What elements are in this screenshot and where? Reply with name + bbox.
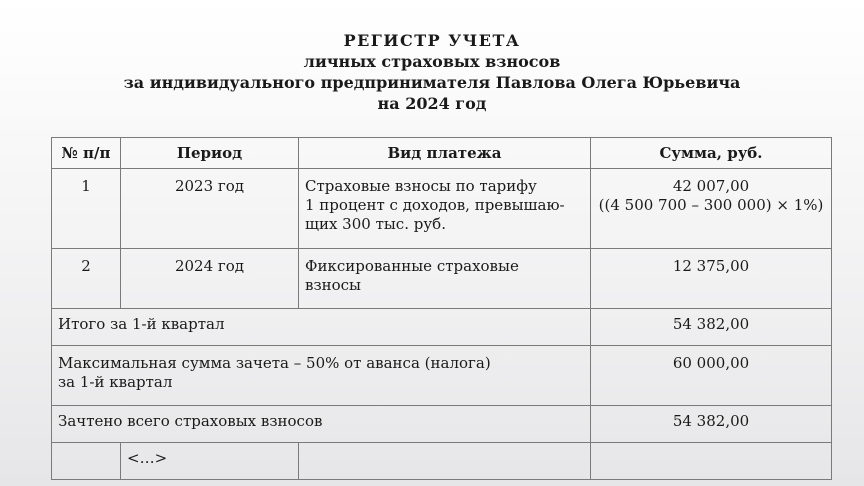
total-label: Итого за 1-й квартал <box>52 309 591 346</box>
max-credit-label <box>52 346 591 406</box>
continuation-marker: <…> <box>121 443 299 480</box>
row-period: 2024 год <box>121 249 299 309</box>
payment-line: Страховые взносы по тарифу <box>305 177 537 195</box>
total-amount: 54 382,00 <box>591 309 832 346</box>
row-period: 2023 год <box>121 169 299 249</box>
table-row <box>52 249 832 309</box>
max-credit-row <box>52 346 832 406</box>
payment-line: щих 300 тыс. руб. <box>305 215 446 233</box>
empty-cell <box>299 443 591 480</box>
document-title <box>0 30 864 114</box>
table-row <box>52 169 832 249</box>
continuation-row <box>52 443 832 480</box>
row-amount <box>591 169 832 249</box>
empty-cell <box>52 443 121 480</box>
title-year: на 2024 год <box>377 94 487 113</box>
row-number: 2 <box>52 249 121 309</box>
empty-cell <box>591 443 832 480</box>
header-amount: Сумма, руб. <box>591 138 832 169</box>
amount-value: 42 007,00 <box>672 177 750 195</box>
payment-line: Фиксированные страховые <box>305 257 519 275</box>
amount-calculation: ((4 500 700 – 300 000) × 1%) <box>598 196 824 214</box>
title-entrepreneur: за индивидуального предпринимателя Павлова Олега Юрьевича <box>123 73 741 92</box>
header-payment-type: Вид платежа <box>299 138 591 169</box>
contributions-register-table <box>51 137 832 480</box>
total-row <box>52 309 832 346</box>
max-credit-line: Максимальная сумма зачета – 50% от аванса (налога) <box>58 354 491 372</box>
max-credit-line: за 1-й квартал <box>58 373 173 391</box>
payment-line: взносы <box>305 276 361 294</box>
table-header-row <box>52 138 832 169</box>
credited-amount: 54 382,00 <box>591 406 832 443</box>
max-credit-amount: 60 000,00 <box>591 346 832 406</box>
credited-row <box>52 406 832 443</box>
header-number: № п/п <box>52 138 121 169</box>
header-period: Период <box>121 138 299 169</box>
title-heading: РЕГИСТР УЧЕТА <box>343 31 521 50</box>
credited-label: Зачтено всего страховых взносов <box>52 406 591 443</box>
title-subheading: личных страховых взносов <box>303 52 561 71</box>
row-payment-type <box>299 169 591 249</box>
row-payment-type <box>299 249 591 309</box>
row-number: 1 <box>52 169 121 249</box>
row-amount: 12 375,00 <box>591 249 832 309</box>
payment-line: 1 процент с доходов, превышаю- <box>305 196 565 214</box>
